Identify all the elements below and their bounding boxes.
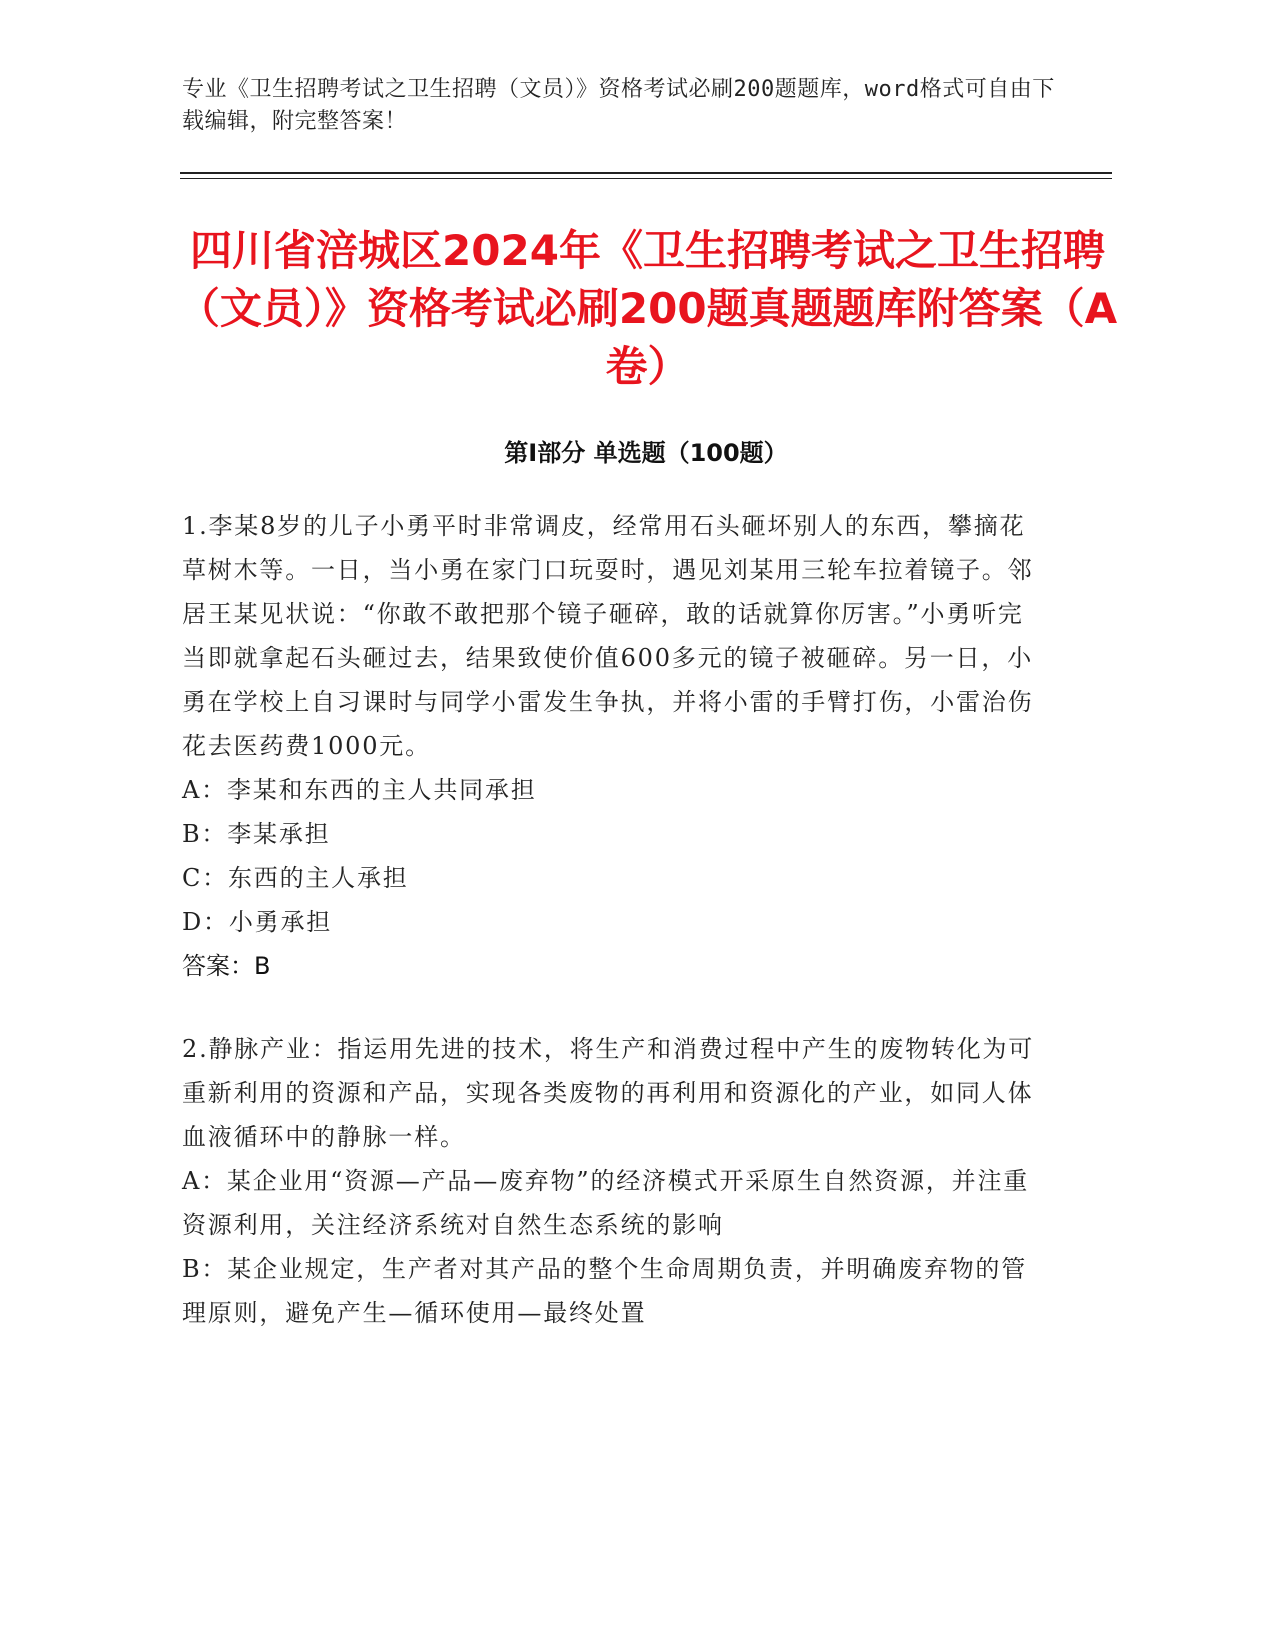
header-note: 专业《卫生招聘考试之卫生招聘（文员）》资格考试必刷200题题库，word格式可自由下载编辑，附完整答案！	[182, 77, 1055, 134]
question-2	[182, 1027, 1042, 1335]
option-a: A：李某和东西的主人共同承担	[182, 776, 537, 804]
header-divider-thick	[180, 172, 1112, 174]
question-stem: 2.静脉产业：指运用先进的技术，将生产和消费过程中产生的废物转化为可重新利用的资源和产品，实现各类废物的再利用和资源化的产业，如同人体血液循环中的静脉一样。	[182, 1035, 1035, 1151]
option-b: B：某企业规定，生产者对其产品的整个生命周期负责，并明确废弃物的管理原则，避免产生—循环使用—最终处置	[182, 1255, 1028, 1327]
option-d: D：小勇承担	[182, 908, 333, 936]
section-heading: 第Ⅰ部分 单选题（100题）	[504, 439, 788, 467]
question-stem: 1.李某8岁的儿子小勇平时非常调皮，经常用石头砸坏别人的东西，攀摘花草树木等。一日，当小勇在家门口玩耍时，遇见刘某用三轮车拉着镜子。邻居王某见状说：“你敢不敢把那个镜子砸碎，敢的话就算你厉害。”小勇听完当即就拿起石头砸过去，结果致使价值600多元的镜子被砸碎。另一日，小勇在学校上自习课时与同学小雷发生争执，并将小雷的手臂打伤，小雷治伤花去医药费1000元。	[182, 512, 1034, 760]
question-1	[182, 504, 1042, 988]
document-title: 四川省涪城区2024年《卫生招聘考试之卫生招聘（文员）》资格考试必刷200题真题题库附答案（A卷）	[177, 226, 1118, 391]
option-a: A：某企业用“资源—产品—废弃物”的经济模式开采原生自然资源，并注重资源利用，关注经济系统对自然生态系统的影响	[182, 1167, 1030, 1239]
option-c: C：东西的主人承担	[182, 864, 409, 892]
answer-line: 答案：B	[182, 952, 271, 980]
header-divider-thin	[180, 178, 1112, 179]
option-b: B：李某承担	[182, 820, 331, 848]
